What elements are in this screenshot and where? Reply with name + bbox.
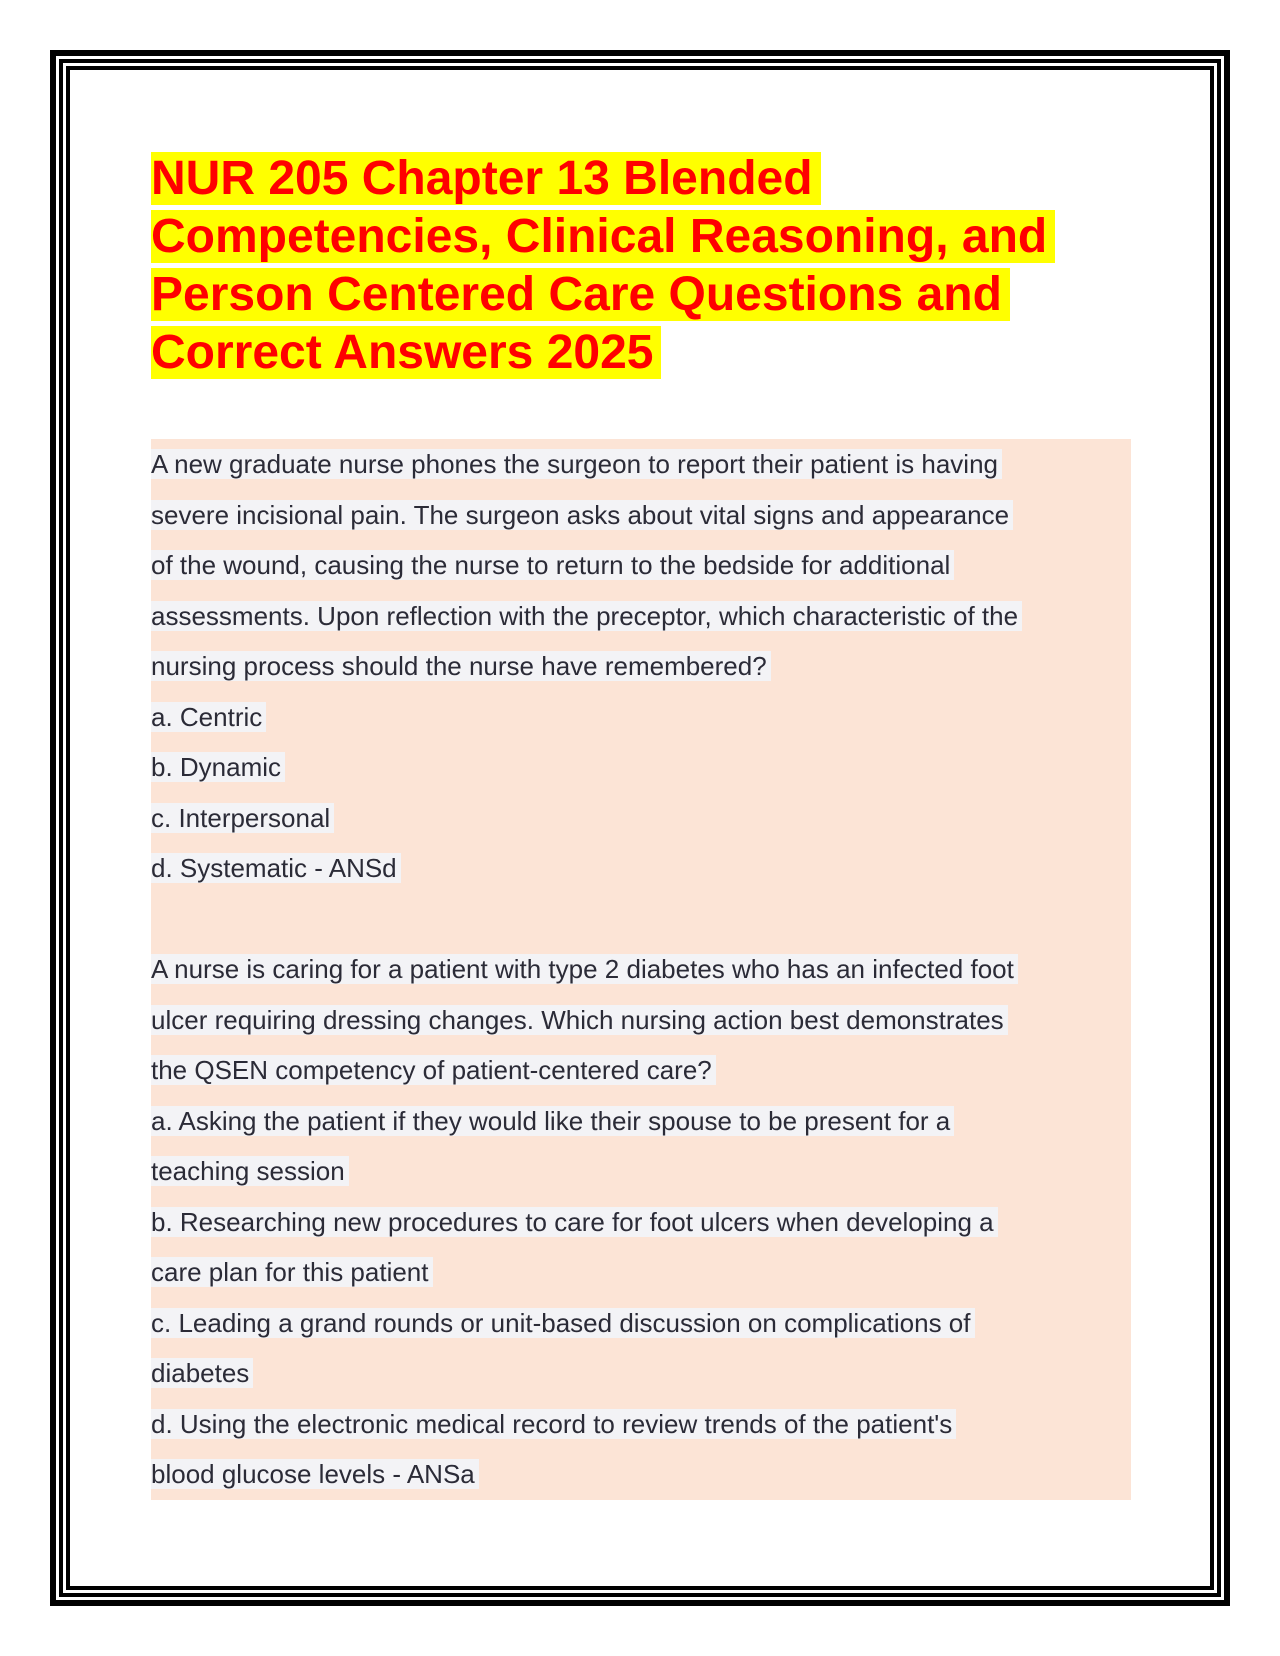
question-1 (151, 439, 1131, 894)
question-2 (151, 944, 1131, 1500)
title-line: Correct Answers 2025 (151, 326, 661, 379)
question-1-options (151, 692, 1131, 894)
title-line: NUR 205 Chapter 13 Blended (151, 152, 821, 205)
question-stem-line: assessments. Upon reflection with the preceptor, which characteristic of the (151, 591, 1131, 642)
question-stem-line: ulcer requiring dressing changes. Which nursing action best demonstrates (151, 995, 1131, 1046)
question-stem-line: A nurse is caring for a patient with type 2 diabetes who has an infected foot (151, 944, 1131, 995)
answer-option: d. Systematic - ANSd (151, 843, 1131, 894)
answer-option: c. Leading a grand rounds or unit-based discussion on complications of (151, 1298, 1131, 1349)
title-line: Person Centered Care Questions and (151, 268, 1010, 321)
question-stem-line: A new graduate nurse phones the surgeon to report their patient is having (151, 439, 1131, 490)
answer-option: a. Asking the patient if they would like their spouse to be present for a (151, 1096, 1131, 1147)
answer-option: d. Using the electronic medical record to review trends of the patient's (151, 1399, 1131, 1450)
question-stem-line: severe incisional pain. The surgeon asks about vital signs and appearance (151, 490, 1131, 541)
question-2-options (151, 1096, 1131, 1500)
document-title (151, 150, 1131, 382)
answer-option: b. Dynamic (151, 742, 1131, 793)
answer-option: teaching session (151, 1146, 1131, 1197)
answer-option: diabetes (151, 1348, 1131, 1399)
question-1-stem (151, 439, 1131, 692)
answer-option: b. Researching new procedures to care for foot ulcers when developing a (151, 1197, 1131, 1248)
title-line: Competencies, Clinical Reasoning, and (151, 210, 1055, 263)
document-content (151, 150, 1131, 1500)
question-separator (151, 894, 1131, 945)
question-stem-line: of the wound, causing the nurse to return to the bedside for additional (151, 540, 1131, 591)
questions-block (151, 439, 1131, 1500)
answer-option: blood glucose levels - ANSa (151, 1449, 1131, 1500)
question-stem-line: the QSEN competency of patient-centered care? (151, 1045, 1131, 1096)
question-2-stem (151, 944, 1131, 1096)
answer-option: care plan for this patient (151, 1247, 1131, 1298)
answer-option: a. Centric (151, 692, 1131, 743)
answer-option: c. Interpersonal (151, 793, 1131, 844)
question-stem-line: nursing process should the nurse have remembered? (151, 641, 1131, 692)
